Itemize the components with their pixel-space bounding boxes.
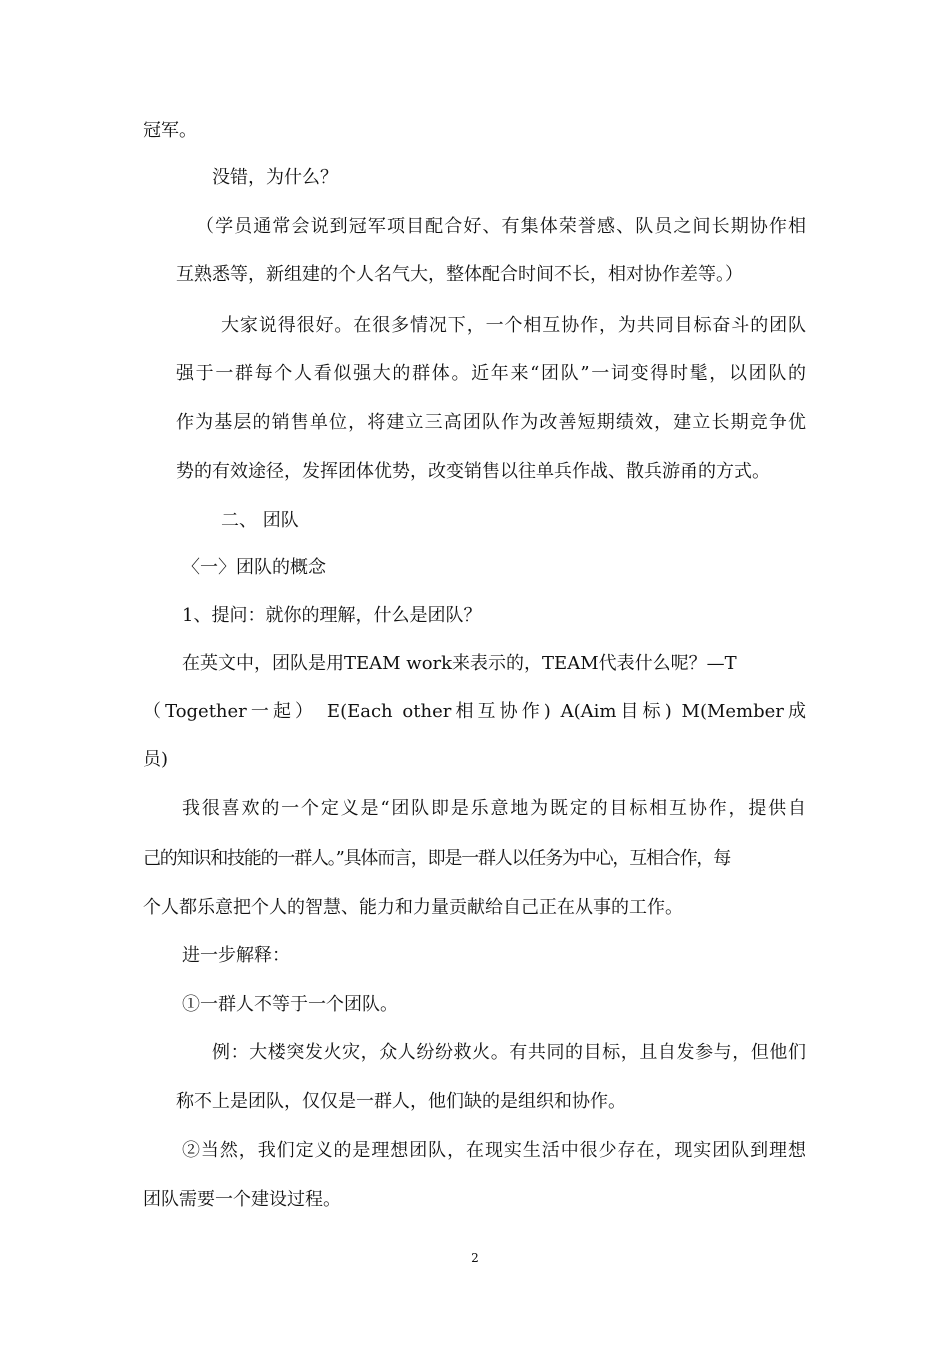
text-line: 作为基层的销售单位，将建立三高团队作为改善短期绩效，建立长期竞争优 [176,412,806,433]
text-line: （Together一起） E(Each other相互协作) A(Aim目标) M(Member成 [143,701,806,722]
list-item: ①一群人不等于一个团队。 [182,994,398,1015]
text-line: 1、提问：就你的理解，什么是团队？ [182,605,482,626]
text-line: 员) [143,749,169,770]
text-line: 强于一群每个人看似强大的群体。近年来“团队”一词变得时髦，以团队的 [176,363,806,384]
subsection-heading: 〈一〉团队的概念 [182,557,326,578]
text-line: 互熟悉等，新组建的个人名气大，整体配合时间不长，相对协作差等。） [176,264,743,285]
text-line: 我很喜欢的一个定义是“团队即是乐意地为既定的目标相互协作，提供自 [182,798,806,819]
text-line: （学员通常会说到冠军项目配合好、有集体荣誉感、队员之间长期协作相 [196,216,806,237]
section-heading: 二、 团队 [221,510,299,531]
text-line: 势的有效途径，发挥团体优势，改变销售以往单兵作战、散兵游甬的方式。 [176,461,770,482]
text-line: 大家说得很好。在很多情况下，一个相互协作，为共同目标奋斗的团队 [221,315,806,336]
page-number: 2 [471,1251,479,1265]
text-line: 没错，为什么？ [212,167,338,188]
text-line: 进一步解释： [182,945,290,966]
text-line: 例：大楼突发火灾，众人纷纷救火。有共同的目标，且自发参与，但他们 [212,1042,806,1063]
text-line: 己的知识和技能的一群人。”具体而言，即是一群人以任务为中心，互相合作，每 [143,848,730,869]
text-line: 个人都乐意把个人的智慧、能力和力量贡献给自己正在从事的工作。 [143,897,683,918]
text-line: 称不上是团队，仅仅是一群人，他们缺的是组织和协作。 [176,1091,626,1112]
text-line: 在英文中，团队是用TEAM work来表示的，TEAM代表什么呢？—T [182,653,737,674]
list-item: ②当然，我们定义的是理想团队，在现实生活中很少存在，现实团队到理想 [182,1140,806,1161]
text-line: 冠军。 [143,120,197,141]
text-line: 团队需要一个建设过程。 [143,1189,341,1210]
